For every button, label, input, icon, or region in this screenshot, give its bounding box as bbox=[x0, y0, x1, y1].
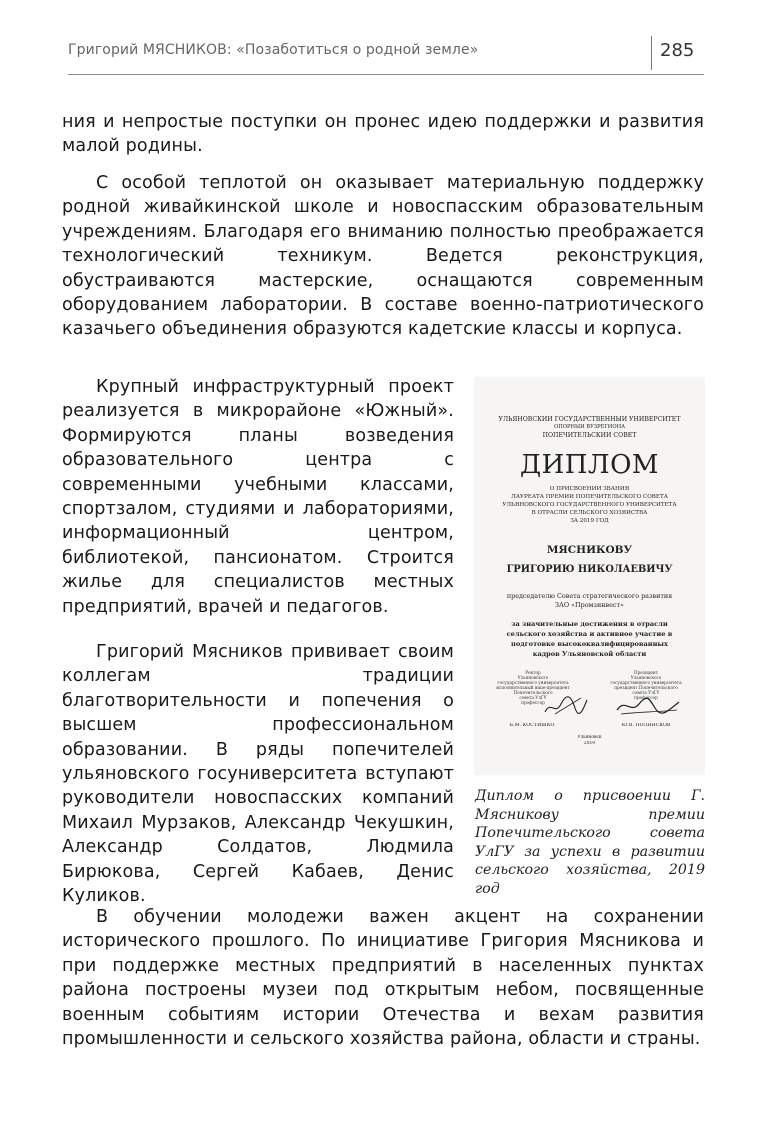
diploma-right-signer-name: Ю.В. ПОЛЯНСКОВ bbox=[621, 723, 671, 728]
paragraph-3: Крупный инфраструктурный проект реализуется в микрорайоне «Южный». Формируются планы возведения образовательного центра с современными учебными классами, спортзалом, студиями и лабораториями, информационный центром, библиотекой, пансионатом. Строится жилье для специалистов местных предприятий, врачей и педагогов. bbox=[62, 377, 454, 617]
running-header bbox=[0, 36, 770, 70]
diploma-right-signer: Президент Ульяновского государственного университета президент Попечительского совета УлГУ профессор bbox=[610, 670, 682, 700]
header-divider bbox=[651, 36, 652, 70]
paragraph-1: ния и непростые поступки он пронес идею поддержки и развития малой родины. bbox=[62, 112, 704, 157]
diploma-award-line: О ПРИСВОЕНИИ ЗВАНИЯ bbox=[549, 486, 630, 492]
diploma-caption: Диплом о присвоении Г. Мясникову премии Попечительского совета УлГУ за успехи в развитии сельского хозяйства, 2019 год bbox=[475, 788, 705, 897]
diploma-award-line: УЛЬЯНОВСКОГО ГОСУДАРСТВЕННОГО УНИВЕРСИТЕТА bbox=[502, 502, 677, 508]
header-rule bbox=[68, 74, 704, 75]
diploma-title: ДИПЛОМ bbox=[519, 450, 660, 480]
diploma-recipient-name: ГРИГОРИЮ НИКОЛАЕВИЧУ bbox=[506, 564, 673, 575]
diploma-merit-line: сельского хозяйства и активное участие в bbox=[506, 630, 673, 638]
diploma-year: 2019 bbox=[583, 741, 596, 746]
running-title: Григорий МЯСНИКОВ: «Позаботиться о родной земле» bbox=[68, 42, 479, 58]
diploma-image bbox=[475, 378, 704, 774]
diploma-city: Ульяновск bbox=[577, 735, 602, 740]
diploma-merit-line: подготовке высококвалифицированных bbox=[511, 640, 668, 648]
paragraph-4: Григорий Мясников прививает своим коллегам традиции благотворительности и попечения о высшем профессиональном образовании. В ряды попечителей ульяновского госуниверситета вступают руководители новоспасских компаний Михаил Мурзаков, Александр Чекушкин, Александр Солдатов, Людмила Бирюкова, Сергей Кабаев, Денис Куликов. bbox=[62, 642, 454, 907]
diploma-award-line: ЛАУРЕАТА ПРЕМИИ ПОПЕЧИТЕЛЬСКОГО СОВЕТА bbox=[511, 494, 668, 500]
diploma-position-line: председателю Совета стратегического развития bbox=[506, 592, 673, 600]
diploma-left-signer-name: Б.М. КОСТИШКО bbox=[509, 723, 555, 728]
diploma-council: ПОПЕЧИТЕЛЬСКИЙ СОВЕТ bbox=[542, 432, 637, 439]
paragraph-2: С особой теплотой он оказывает материальную поддержку родной живайкинской школе и новоспасским образовательным учреждениям. Благодаря его вниманию полностью преображается технологический техникум. Ведется реконструкция, обустраиваются мастерские, оснащаются современным оборудованием лаборатории. В составе военно-патриотического казачьего объединения образуются кадетские классы и корпуса. bbox=[62, 173, 704, 340]
diploma-university: УЛЬЯНОВСКИЙ ГОСУДАРСТВЕННЫЙ УНИВЕРСИТЕТ bbox=[498, 416, 681, 423]
diploma-support: ОПОРНЫЙ ВУЗРЕГИОНА bbox=[553, 424, 626, 430]
page-number: 285 bbox=[660, 40, 695, 61]
diploma-merit-line: кадров Ульяновской области bbox=[532, 650, 647, 658]
diploma-left-signer: Ректор Ульяновского государственного университета исполнительный вице-президент Попечительского совета УлГУ профессор bbox=[496, 670, 570, 705]
diploma-recipient-surname: МЯСНИКОВУ bbox=[546, 544, 633, 556]
diploma-award-line: В ОТРАСЛИ СЕЛЬСКОГО ХОЗЯЙСТВА bbox=[531, 510, 648, 516]
diploma-award-line: ЗА 2019 ГОД bbox=[570, 518, 609, 524]
right-signature-icon bbox=[613, 694, 683, 720]
left-signature-icon bbox=[541, 690, 591, 720]
paragraph-5: В обучении молодежи важен акцент на сохранении исторического прошлого. По инициативе Григория Мясникова и при поддержке местных предприятий в населенных пунктах района построены музеи под открытым небом, посвященные военным событиям истории Отечества и вехам развития промышленности и сельского хозяйства района, области и страны. bbox=[62, 907, 704, 1050]
diploma-position-line: ЗАО «Промзинвест» bbox=[555, 601, 624, 609]
diploma-merit-line: за значительные достижения в отрасли bbox=[511, 620, 668, 628]
